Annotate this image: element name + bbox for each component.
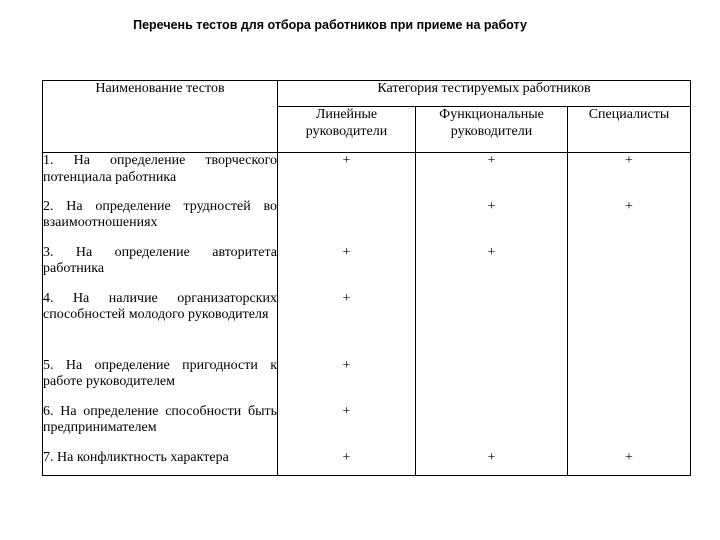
subheader-line1: Линейные xyxy=(315,107,378,122)
mark-linear: + xyxy=(278,291,416,358)
mark-linear: + xyxy=(278,153,416,199)
table-row xyxy=(43,199,691,245)
mark-specialists xyxy=(568,404,691,450)
mark-specialists: + xyxy=(568,153,691,199)
table-row xyxy=(43,358,691,404)
mark-linear: + xyxy=(278,404,416,450)
mark-functional: + xyxy=(416,450,568,476)
page-title: Перечень тестов для отбора работников при приеме на работу xyxy=(133,18,527,32)
test-name: 6. На определение способности быть предпринимателем xyxy=(43,404,278,450)
table-row xyxy=(43,404,691,450)
mark-specialists: + xyxy=(568,450,691,476)
mark-linear: + xyxy=(278,245,416,291)
subheader-line1: Специалисты xyxy=(588,107,670,122)
subheader-line2: руководители xyxy=(305,123,388,139)
mark-specialists xyxy=(568,358,691,404)
table-row xyxy=(43,245,691,291)
table-row xyxy=(43,450,691,476)
mark-functional: + xyxy=(416,153,568,199)
tests-table xyxy=(42,80,691,476)
mark-specialists: + xyxy=(568,199,691,245)
test-name: 4. На наличие организаторских способностей молодого руководителя xyxy=(43,291,278,358)
subheader-line1: Функциональные xyxy=(439,107,544,122)
mark-functional xyxy=(416,291,568,358)
header-specialists xyxy=(568,107,691,153)
mark-linear xyxy=(278,199,416,245)
header-test-name: Наименование тестов xyxy=(43,81,278,153)
mark-functional: + xyxy=(416,199,568,245)
table-row xyxy=(43,291,691,358)
test-name: 1. На определение творческого потенциала работника xyxy=(43,153,278,199)
mark-functional xyxy=(416,404,568,450)
header-functional-managers xyxy=(416,107,568,153)
subheader-line2: руководители xyxy=(450,123,533,139)
mark-linear: + xyxy=(278,450,416,476)
mark-specialists xyxy=(568,245,691,291)
mark-functional xyxy=(416,358,568,404)
mark-linear: + xyxy=(278,358,416,404)
test-name: 2. На определение трудностей во взаимоотношениях xyxy=(43,199,278,245)
header-linear-managers xyxy=(278,107,416,153)
mark-functional: + xyxy=(416,245,568,291)
table-row xyxy=(43,153,691,199)
header-category: Категория тестируемых работников xyxy=(278,81,691,107)
mark-specialists xyxy=(568,291,691,358)
test-name: 5. На определение пригодности к работе руководителем xyxy=(43,358,278,404)
test-name: 7. На конфликтность характера xyxy=(43,450,278,476)
test-name: 3. На определение авторитета работника xyxy=(43,245,278,291)
